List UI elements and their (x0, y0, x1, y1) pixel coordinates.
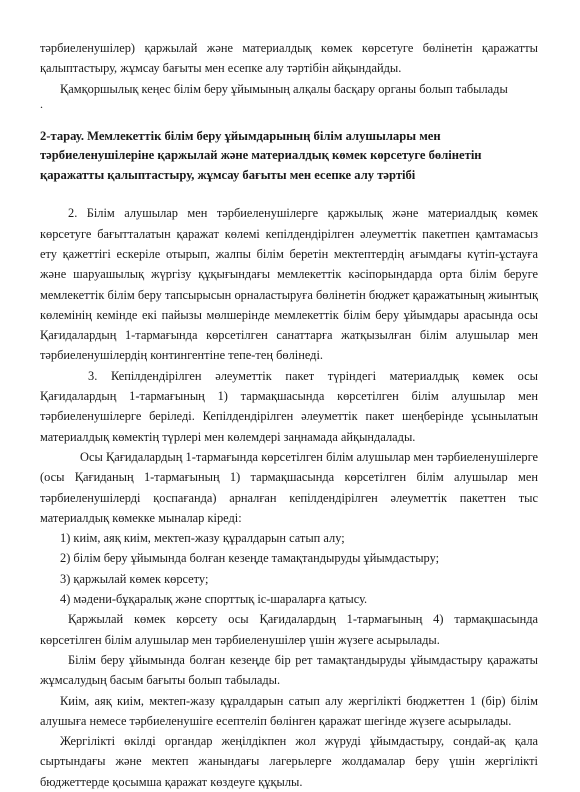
stray-period: . (40, 96, 43, 111)
paragraph-meals: Білім беру ұйымында болған кезеңде бір рет тамақтандыруды ұйымдастыру қаражаты жұмсалудың басым бағыты болып табылады. (40, 652, 538, 688)
list-item: 1) киім, аяқ киім, мектеп-жазу құралдарын сатып алу; (60, 531, 345, 546)
paragraph-2: 2. Білім алушылар мен тәрбиеленушілерге қаржылық және материалдық көмек көрсетуге бағытталатын қаражат көлемі кепілдендірілген әлеуметтік пакетпен қамтамасыз ету қажеттігі ескеріле отырып, жалпы білім беретін мектептердің ағымдағы күтіп-ұстауға және шаруашылық жүргізу құқығындағы мемлекеттік кәсіпорындарда орта білім беруге мемлекеттік білім беру тапсырысын орналастыруға бөлінетін бюджет қаражатының жиынтық көлемінің кемінде екі пайызы мөлшерінде мемлекеттік білім беру ұйымдары арасында осы Қағидалардың 1-тармағында көрсетілген санаттарға жатқызылған білім алушылар мен тәрбиеленушілердің контингентіне тепе-тең бөлінеді. (40, 206, 538, 363)
paragraph-clothing: Киім, аяқ киім, мектеп-жазу құралдарын сатып алу жергілікті бюджеттен 1 (бір) білім алушыға немесе тәрбиеленушіге есептеліп бөлінген қаражат шегінде жүзеге асырылады. (40, 693, 538, 728)
list-item: 2) білім беру ұйымында болған кезеңде тамақтандыруды ұйымдастыру; (60, 551, 440, 566)
list-item: 4) мәдени-бұқаралық және спорттық іс-шараларға қатысу. (60, 592, 368, 607)
paragraph-financial-aid: Қаржылай көмек көрсету осы Қағидалардың 1-тармағының 4) тармақшасында көрсетілген білім алушылар мен тәрбиеленушілер үшін жүзеге асырылады. (40, 612, 538, 647)
lead-paragraph: тәрбиеленушілер) қаржылай және материалдық көмек көрсетуге бөлінетін қаражатты қалыптастыру, жұмсау бағыты мен есепке алу тәртібін айқындайды. (40, 41, 538, 76)
list-item: 3) қаржылай көмек көрсету; (60, 571, 209, 586)
council-paragraph: Қамқоршылық кеңес білім беру ұйымының алқалы басқару органы болып табылады (60, 81, 508, 96)
paragraph-4: Осы Қағидалардың 1-тармағында көрсетілген білім алушылар мен тәрбиеленушілерге (осы Қағиданың 1-тармағының 1) тармақшасында көрсетілген білім алушылар мен тәрбиеленушілерді қоспағанда) арналған кепілдендірілген әлеуметтік пакеттен тыс материалдық көмекке мыналар кіреді: (40, 449, 538, 525)
paragraph-3: 3. Кепілдендірілген әлеуметтік пакет түріндегі материалдық көмек осы Қағидалардың 1-тармағының 1) тармақшасында көрсетілген білім алушылар мен тәрбиеленушілерге беріледі. Кепілдендірілген әлеуметтік пакет шеңберінде ұсынылатын материалдық көмектің түрлері мен көлемдері заңнамада айқындалады. (40, 368, 538, 444)
paragraph-local-bodies: Жергілікті өкілді органдар жеңілдікпен жол жүруді ұйымдастыру, сондай-ақ қала сыртындағы және мектеп жанындағы лагерьлерге жолдамалар беру үшін жергілікті бюджеттерде қосымша қаражат көздеуге құқылы. (40, 734, 538, 789)
chapter-heading: 2-тарау. Мемлекеттік білім беру ұйымдарының білім алушылары мен тәрбиеленушілеріне қаржылай және материалдық көмек көрсетуге бөлінетін қаражатты қалыптастыру, жұмсау бағыты мен есепке алу тәртібі (40, 128, 482, 182)
